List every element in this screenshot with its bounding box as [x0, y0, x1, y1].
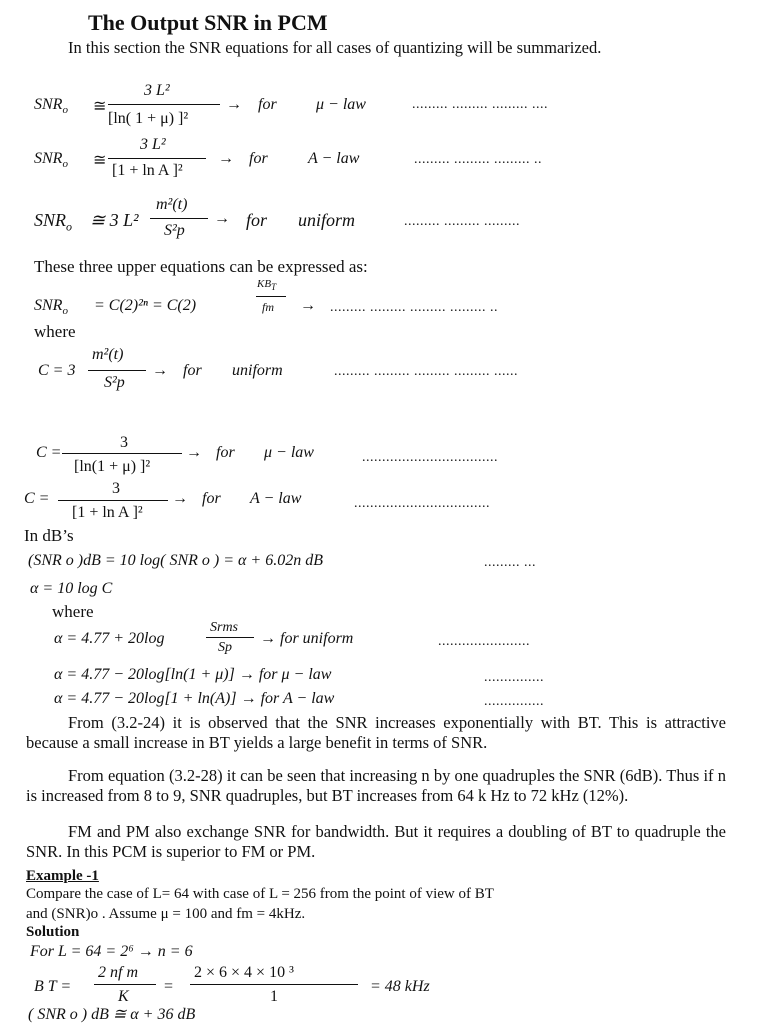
- sol2-denominator-2: 1: [270, 988, 278, 1005]
- a1-fraction-bar: [206, 637, 254, 638]
- c2-arrow: →: [186, 444, 202, 461]
- sol2-numerator: 2 nf m: [98, 964, 138, 981]
- alpha-a-law-equation: α = 4.77 − 20log[1 + ln(A)] → for A − law: [54, 690, 335, 707]
- snr-db-dots: ......... ...: [484, 555, 536, 570]
- c3-denominator: [1 + ln A ]²: [72, 504, 143, 521]
- eq4-exp-numerator: KB: [257, 278, 272, 290]
- eq3-sub: o: [66, 219, 73, 234]
- eq3-dots: ......... ......... .........: [404, 214, 520, 229]
- eq1-dots: ......... ......... ......... ....: [412, 97, 548, 112]
- paragraph-fm-pm: FM and PM also exchange SNR for bandwidth. But it requires a doubling of BT to quadruple the SNR. In this PCM is superior to FM or PM.: [26, 822, 726, 861]
- eq2-numerator: 3 L²: [140, 136, 166, 153]
- eq2-lhs: SNR: [34, 150, 63, 167]
- eq4-exp-bar: [256, 296, 286, 297]
- c2-numerator: 3: [120, 434, 128, 451]
- intro-paragraph: In this section the SNR equations for all cases of quantizing will be summarized.: [68, 38, 602, 57]
- example-title: Example -1: [26, 868, 99, 884]
- a1-dots: .......................: [438, 634, 530, 649]
- eq2-approx: ≅: [93, 152, 107, 169]
- eq1-arrow: →: [226, 96, 242, 113]
- c1-fraction-bar: [88, 370, 146, 371]
- alpha-equation: α = 10 log C: [30, 580, 113, 597]
- c2-dots: ..................................: [362, 450, 498, 465]
- eq4-arrow: →: [300, 297, 316, 314]
- c2-for: for: [216, 444, 235, 461]
- eq4-exp-num-sub: T: [271, 282, 277, 293]
- paragraph-exponential: From (3.2-24) it is observed that the SNR increases exponentially with BT. This is attractive because a small increase in BT yields a large benefit in terms of SNR.: [26, 713, 726, 752]
- where-label-1: where: [34, 322, 76, 341]
- a1-denominator: Sp: [218, 640, 232, 655]
- eq2-condition: A − law: [308, 150, 360, 167]
- eq3-denominator: S²p: [164, 222, 185, 239]
- c3-lhs: C =: [24, 490, 50, 507]
- eq3-for: for: [246, 210, 268, 230]
- c3-numerator: 3: [112, 480, 120, 497]
- eq2-dots: ......... ......... ......... ..: [414, 152, 542, 167]
- eq1-condition: μ − law: [316, 96, 366, 113]
- sol2-denominator: K: [118, 988, 129, 1005]
- c2-lhs: C =: [36, 444, 62, 461]
- expressed-text: These three upper equations can be expressed as:: [34, 257, 368, 276]
- eq1-sub: o: [62, 104, 68, 117]
- eq3-fraction-bar: [150, 218, 208, 219]
- eq2-denominator: [1 + ln A ]²: [112, 162, 183, 179]
- eq4-dots: ......... ......... ......... ......... ..: [330, 300, 498, 315]
- a1-lhs: α = 4.77 + 20log: [54, 630, 165, 647]
- eq4-sub: o: [62, 305, 68, 318]
- sol2-fraction-bar: [94, 984, 156, 985]
- c1-numerator: m²(t): [92, 346, 124, 363]
- eq1-denominator: [ln( 1 + μ) ]²: [108, 110, 189, 127]
- eq3-numerator: m²(t): [156, 196, 188, 213]
- c1-for: for: [183, 362, 202, 379]
- paragraph-quadruples: From equation (3.2-28) it can be seen that increasing n by one quadruples the SNR (6dB). Thus if n is increased from 8 to 9, SNR quadruples, but BT increases from 64 k Hz to 72 kHz (12%).: [26, 766, 726, 805]
- sol2-numerator-2: 2 × 6 × 4 × 10 ³: [194, 964, 294, 981]
- c3-condition: A − law: [250, 490, 302, 507]
- sol2-equals: =: [164, 978, 174, 995]
- example-line-1: Compare the case of L= 64 with case of L = 256 from the point of view of BT: [26, 886, 494, 902]
- sol2-lhs: B T =: [34, 978, 72, 995]
- section-title: The Output SNR in PCM: [88, 10, 328, 35]
- eq3-arrow: →: [214, 210, 230, 227]
- a2-dots: ...............: [484, 670, 544, 685]
- eq1-numerator: 3 L²: [144, 82, 170, 99]
- eq2-for: for: [249, 150, 268, 167]
- solution-line-3: ( SNR o ) dB ≅ α + 36 dB: [28, 1006, 196, 1023]
- eq2-arrow: →: [218, 150, 234, 167]
- c1-dots: ......... ......... ......... ......... ......: [334, 364, 518, 379]
- c3-arrow: →: [172, 490, 188, 507]
- alpha-mu-law-equation: α = 4.77 − 20log[ln(1 + μ)] → for μ − law: [54, 666, 332, 683]
- c1-arrow: →: [152, 362, 168, 379]
- eq3-lhs: SNR: [34, 210, 67, 230]
- snr-db-equation: (SNR o )dB = 10 log( SNR o ) = α + 6.02n dB: [28, 552, 323, 569]
- eq4-middle: = C(2)²ⁿ = C(2): [94, 297, 197, 314]
- solution-line-1: For L = 64 = 2⁶ → n = 6: [30, 943, 193, 960]
- eq1-for: for: [258, 96, 277, 113]
- c3-fraction-bar: [58, 500, 168, 501]
- eq2-sub: o: [62, 158, 68, 171]
- c1-lhs: C = 3: [38, 362, 76, 379]
- eq2-fraction-bar: [108, 158, 206, 159]
- c3-dots: ..................................: [354, 496, 490, 511]
- where-label-2: where: [52, 602, 94, 621]
- eq4-exp-denominator: fm: [262, 300, 274, 314]
- c2-fraction-bar: [62, 453, 182, 454]
- eq1-lhs: SNR: [34, 96, 63, 113]
- c2-denominator: [ln(1 + μ) ]²: [74, 458, 151, 475]
- eq1-approx: ≅: [93, 98, 107, 115]
- eq4-lhs: SNR: [34, 297, 63, 314]
- example-line-2: and (SNR)o . Assume μ = 100 and fm = 4kHz.: [26, 906, 306, 922]
- c3-for: for: [202, 490, 221, 507]
- solution-label: Solution: [26, 924, 80, 940]
- c2-condition: μ − law: [264, 444, 314, 461]
- sol2-fraction-bar-2: [190, 984, 358, 985]
- eq1-fraction-bar: [108, 104, 220, 105]
- a1-rest: → for uniform: [260, 630, 354, 647]
- in-db-label: In dB’s: [24, 526, 74, 545]
- sol2-result: = 48 kHz: [370, 978, 430, 995]
- a3-dots: ...............: [484, 694, 544, 709]
- c1-condition: uniform: [232, 362, 283, 379]
- a1-numerator: Srms: [210, 620, 239, 635]
- eq3-approx: ≅ 3 L²: [90, 210, 139, 230]
- eq3-condition: uniform: [298, 210, 356, 230]
- c1-denominator: S²p: [104, 374, 125, 391]
